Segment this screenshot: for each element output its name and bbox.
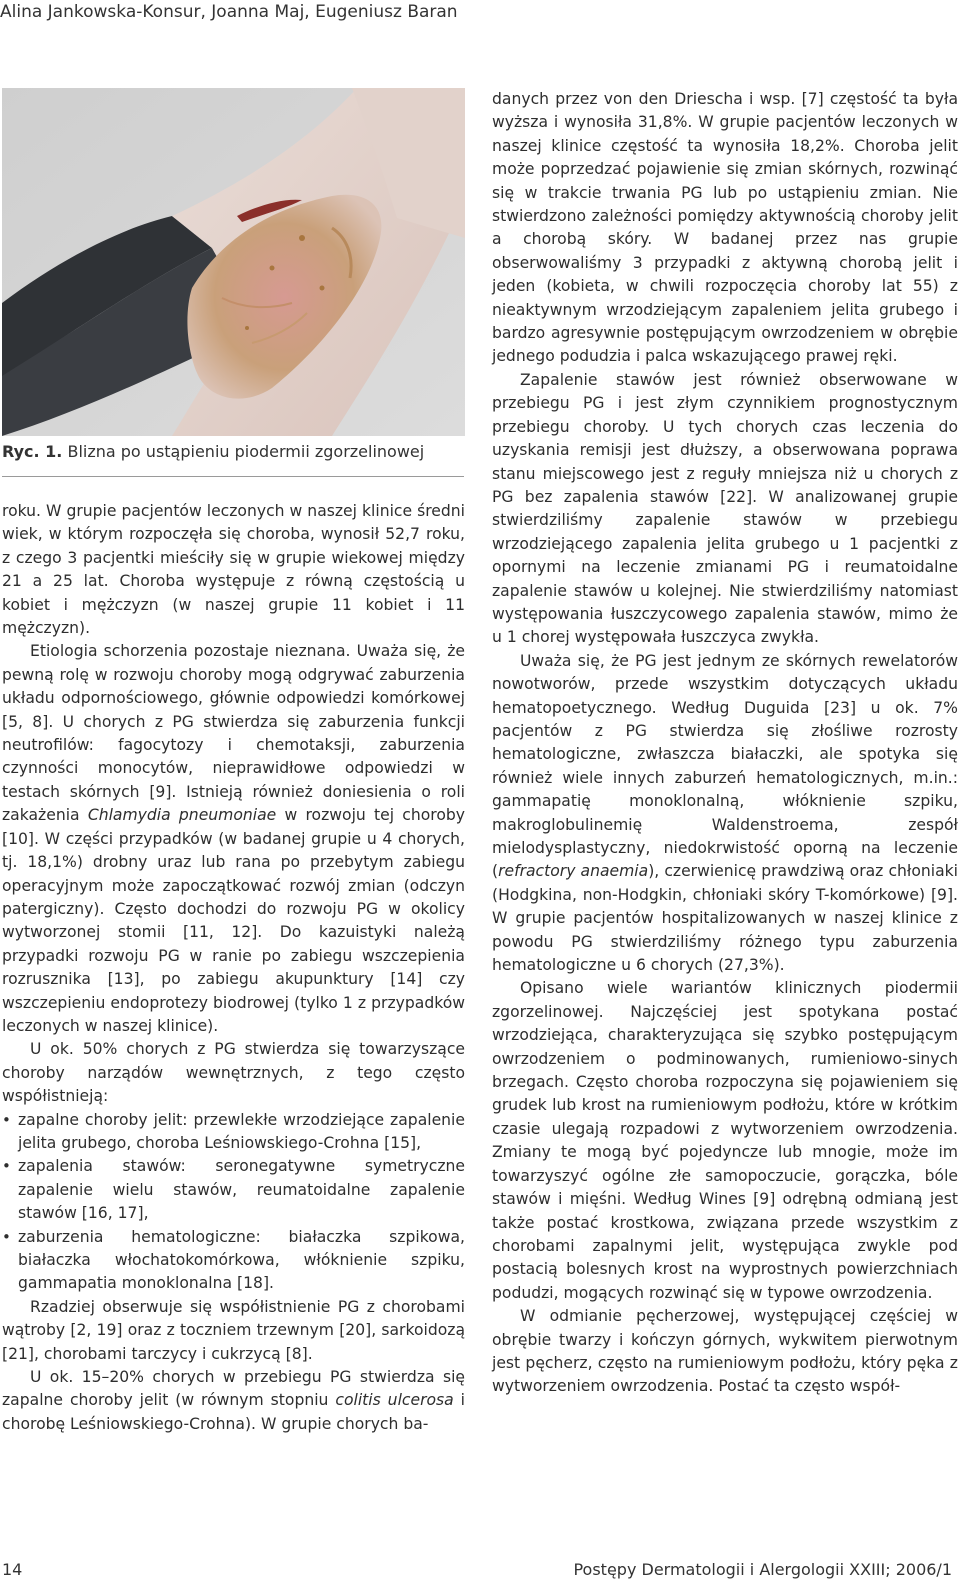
running-head-authors: Alina Jankowska-Konsur, Joanna Maj, Eugeniusz Baran <box>0 2 458 22</box>
paragraph-text: w rozwoju tej choroby [10]. W części przypadków (w badanej grupie u 4 chorych, tj. 18,1%) drobny uraz lub rana po przebytym zabiegu operacyjnym może zapoczątkować rozwój zmian (odczyn patergiczny). Często dochodzi do rozwoju PG w okolicy wytworzonej stomii [11, 12]. Do kazuistyki należą przypadki rozwoju PG w ranie po zabiegu wszczepienia rozrusznika [13], po zabiegu akupunktury [14] czy wszczepieniu endoprotezy biodrowej (tylko 1 z przypadków leczonych w naszej klinice). <box>2 806 465 1035</box>
paragraph-text: i chorobę Leśniowskiego-Crohna). W grupie chorych ba- <box>2 1391 465 1433</box>
journal-footer: Postępy Dermatologii i Alergologii XXIII; 2006/1 <box>573 1560 952 1579</box>
left-column <box>2 500 465 1436</box>
paragraph-text: Uważa się, że PG jest jednym ze skórnych rewelatorów nowotworów, przede wszystkim dotyczących układu hematopoetycznego. Według Duguida [23] u ok. 7% pacjentów z PG stwierdza się złośliwe rozrosty hematologiczne, zwłaszcza białaczki, ale spotyka się również wiele innych zaburzeń hematologicznych, m.in.: gammapatię monoklonalną, włóknienie szpiku, makroglobulinemię Waldenstroema, zespół mielodysplastyczny, niedokrwistość oporną na leczenie ( <box>492 651 958 881</box>
paragraph <box>2 1366 465 1436</box>
figure-caption <box>2 441 464 463</box>
paragraph <box>2 640 465 1038</box>
paragraph: W odmianie pęcherzowej, występującej częściej w obrębie twarzy i kończyn górnych, wykwitem pierwotnym jest pęcherz, często na rumieniowym podłożu, który pęka z wytworzeniem owrzodzenia. Postać ta często współ- <box>492 1307 958 1396</box>
italic-term: refractory anaemia <box>498 862 649 881</box>
right-column <box>492 88 958 1399</box>
paragraph: Zapalenie stawów jest również obserwowane w przebiegu PG i jest złym czynnikiem prognostycznym przebiegu choroby. U tych chorych czas leczenia do uzyskania remisji jest dłuższy, a obserwowana poprawa stanu miejscowego jest z reguły mniejsza niż u chorych z PG bez zapalenia stawów [22]. W analizowanej grupie stwierdziliśmy zapalenie stawów w przebiegu wrzodziejącego zapalenia jelita grubego u 1 pacjentki z opornymi na leczenie zmianami PG i reumatoidalne zapalenie stawów u kolejnej. Nie stwierdziliśmy natomiast występowania łuszczycowego zapalenia stawów, mimo że u 1 chorej występowała łuszczyca zwykła. <box>492 370 958 647</box>
italic-term: Chlamydia pneumoniae <box>87 806 277 825</box>
figure-caption-text: Blizna po ustąpieniu piodermii zgorzelinowej <box>67 442 425 461</box>
paragraph-text: Etiologia schorzenia pozostaje nieznana. Uważa się, że pewną rolę w rozwoju choroby mogą odgrywać zaburzenia układu odpornościowego, głównie odpowiedzi komórkowej [5, 8]. U chorych z PG stwierdza się zaburzenia funkcji neutrofilów: fagocytozy i chemotaksji, zaburzenia czynności monocytów, nieprawidłowe odpowiedzi w testach skórnych [9]. Istnieją również doniesienia o roli zakażenia <box>2 642 465 825</box>
paragraph: Opisano wiele wariantów klinicznych piodermii zgorzelinowej. Najczęściej jest spotykana postać wrzodziejąca, charakteryzująca się szybko postępującym owrzodzeniem o podminowanych, rumieniowo-sinych brzegach. Często choroba rozpoczyna się pojawieniem się grudek lub krost na rumieniowym podłożu, które w krótkim czasie ulegają rozpadowi z wytworzeniem owrzodzenia. Zmiany te mogą być pojedyncze lub mnogie, może im towarzyszyć ogólne złe samopoczucie, gorączka, bóle stawów i mięśni. Według Wines [9] odrębną odmianą jest także postać krostkowa, związana przede wszystkim z chorobami zapalnymi jelit, występująca zwykle pod postacią bolesnych krost na wyprostnych powierzchniach podudzi, mogących rozwinąć się w typowe owrzodzenia. <box>492 979 958 1302</box>
italic-term: colitis ulcerosa <box>335 1391 454 1410</box>
list-item: • zapalenia stawów: seronegatywne symetryczne zapalenie wielu stawów, reumatoidalne zapalenie stawów [16, 17], <box>2 1155 465 1225</box>
list-item: • zapalne choroby jelit: przewlekłe wrzodziejące zapalenie jelita grubego, choroba Leśniowskiego-Crohna [15], <box>2 1109 465 1156</box>
list-item: • zaburzenia hematologiczne: białaczka szpikowa, białaczka włochatokomórkowa, włóknienie szpiku, gammapatia monoklonalna [18]. <box>2 1226 465 1296</box>
comorbidity-list <box>2 1109 465 1296</box>
paragraph-text: ), czerwienicę prawdziwą oraz chłoniaki (Hodgkina, non-Hodgkin, chłoniaki skóry T-komórkowe) [9]. W grupie pacjentów hospitalizowanych w naszej klinice z powodu PG stwierdziliśmy różnego typu zaburzenia hematologiczne u 6 chorych (27,3%). <box>492 862 959 975</box>
paragraph: U ok. 50% chorych z PG stwierdza się towarzyszące choroby narządów wewnętrznych, z tego często współistnieją: <box>2 1040 465 1106</box>
caption-divider <box>2 476 464 477</box>
page-number: 14 <box>2 1560 23 1579</box>
paragraph-text: U ok. 15–20% chorych w przebiegu PG stwierdza się zapalne choroby jelit (w równym stopniu <box>2 1368 465 1410</box>
figure-photo <box>2 88 465 436</box>
paragraph: Rzadziej obserwuje się współistnienie PG z chorobami wątroby [2, 19] oraz z toczniem trzewnym [20], sarkoidozą [21], chorobami tarczycy i cukrzycą [8]. <box>2 1297 465 1363</box>
figure-label: Ryc. 1. <box>2 442 63 461</box>
arm-scar-photo <box>2 88 465 436</box>
paragraph: danych przez von den Driescha i wsp. [7] częstość ta była wyższa i wynosiła 31,8%. W grupie pacjentów leczonych w naszej klinice częstość ta wynosiła 18,2%. Choroba jelit może poprzedzać pojawienie się zmian skórnych, rozwinąć się w trakcie trwania PG lub po ustąpieniu zmian. Nie stwierdzono zależności pomiędzy aktywnością choroby jelit a chorobą skóry. W badanej przez nas grupie obserwowaliśmy 3 przypadki z aktywną chorobą jelit i jeden (kobieta, w chwili rozpoczęcia choroby lat 55) z nieaktywnym wrzodziejącym zapaleniem jelita grubego i bardzo agresywnie postępującym owrzodzeniem w obrębie jednego podudzia i palca wskazującego prawej ręki. <box>492 90 958 366</box>
paragraph <box>492 650 958 978</box>
paragraph: roku. W grupie pacjentów leczonych w naszej klinice średni wiek, w którym rozpoczęła się choroba, wynosił 52,7 roku, z czego 3 pacjentki mieściły się w grupie wiekowej między 21 a 25 lat. Choroba występuje z równą częstością u kobiet i mężczyzn (w naszej grupie 11 kobiet i 11 mężczyzn). <box>2 502 465 638</box>
